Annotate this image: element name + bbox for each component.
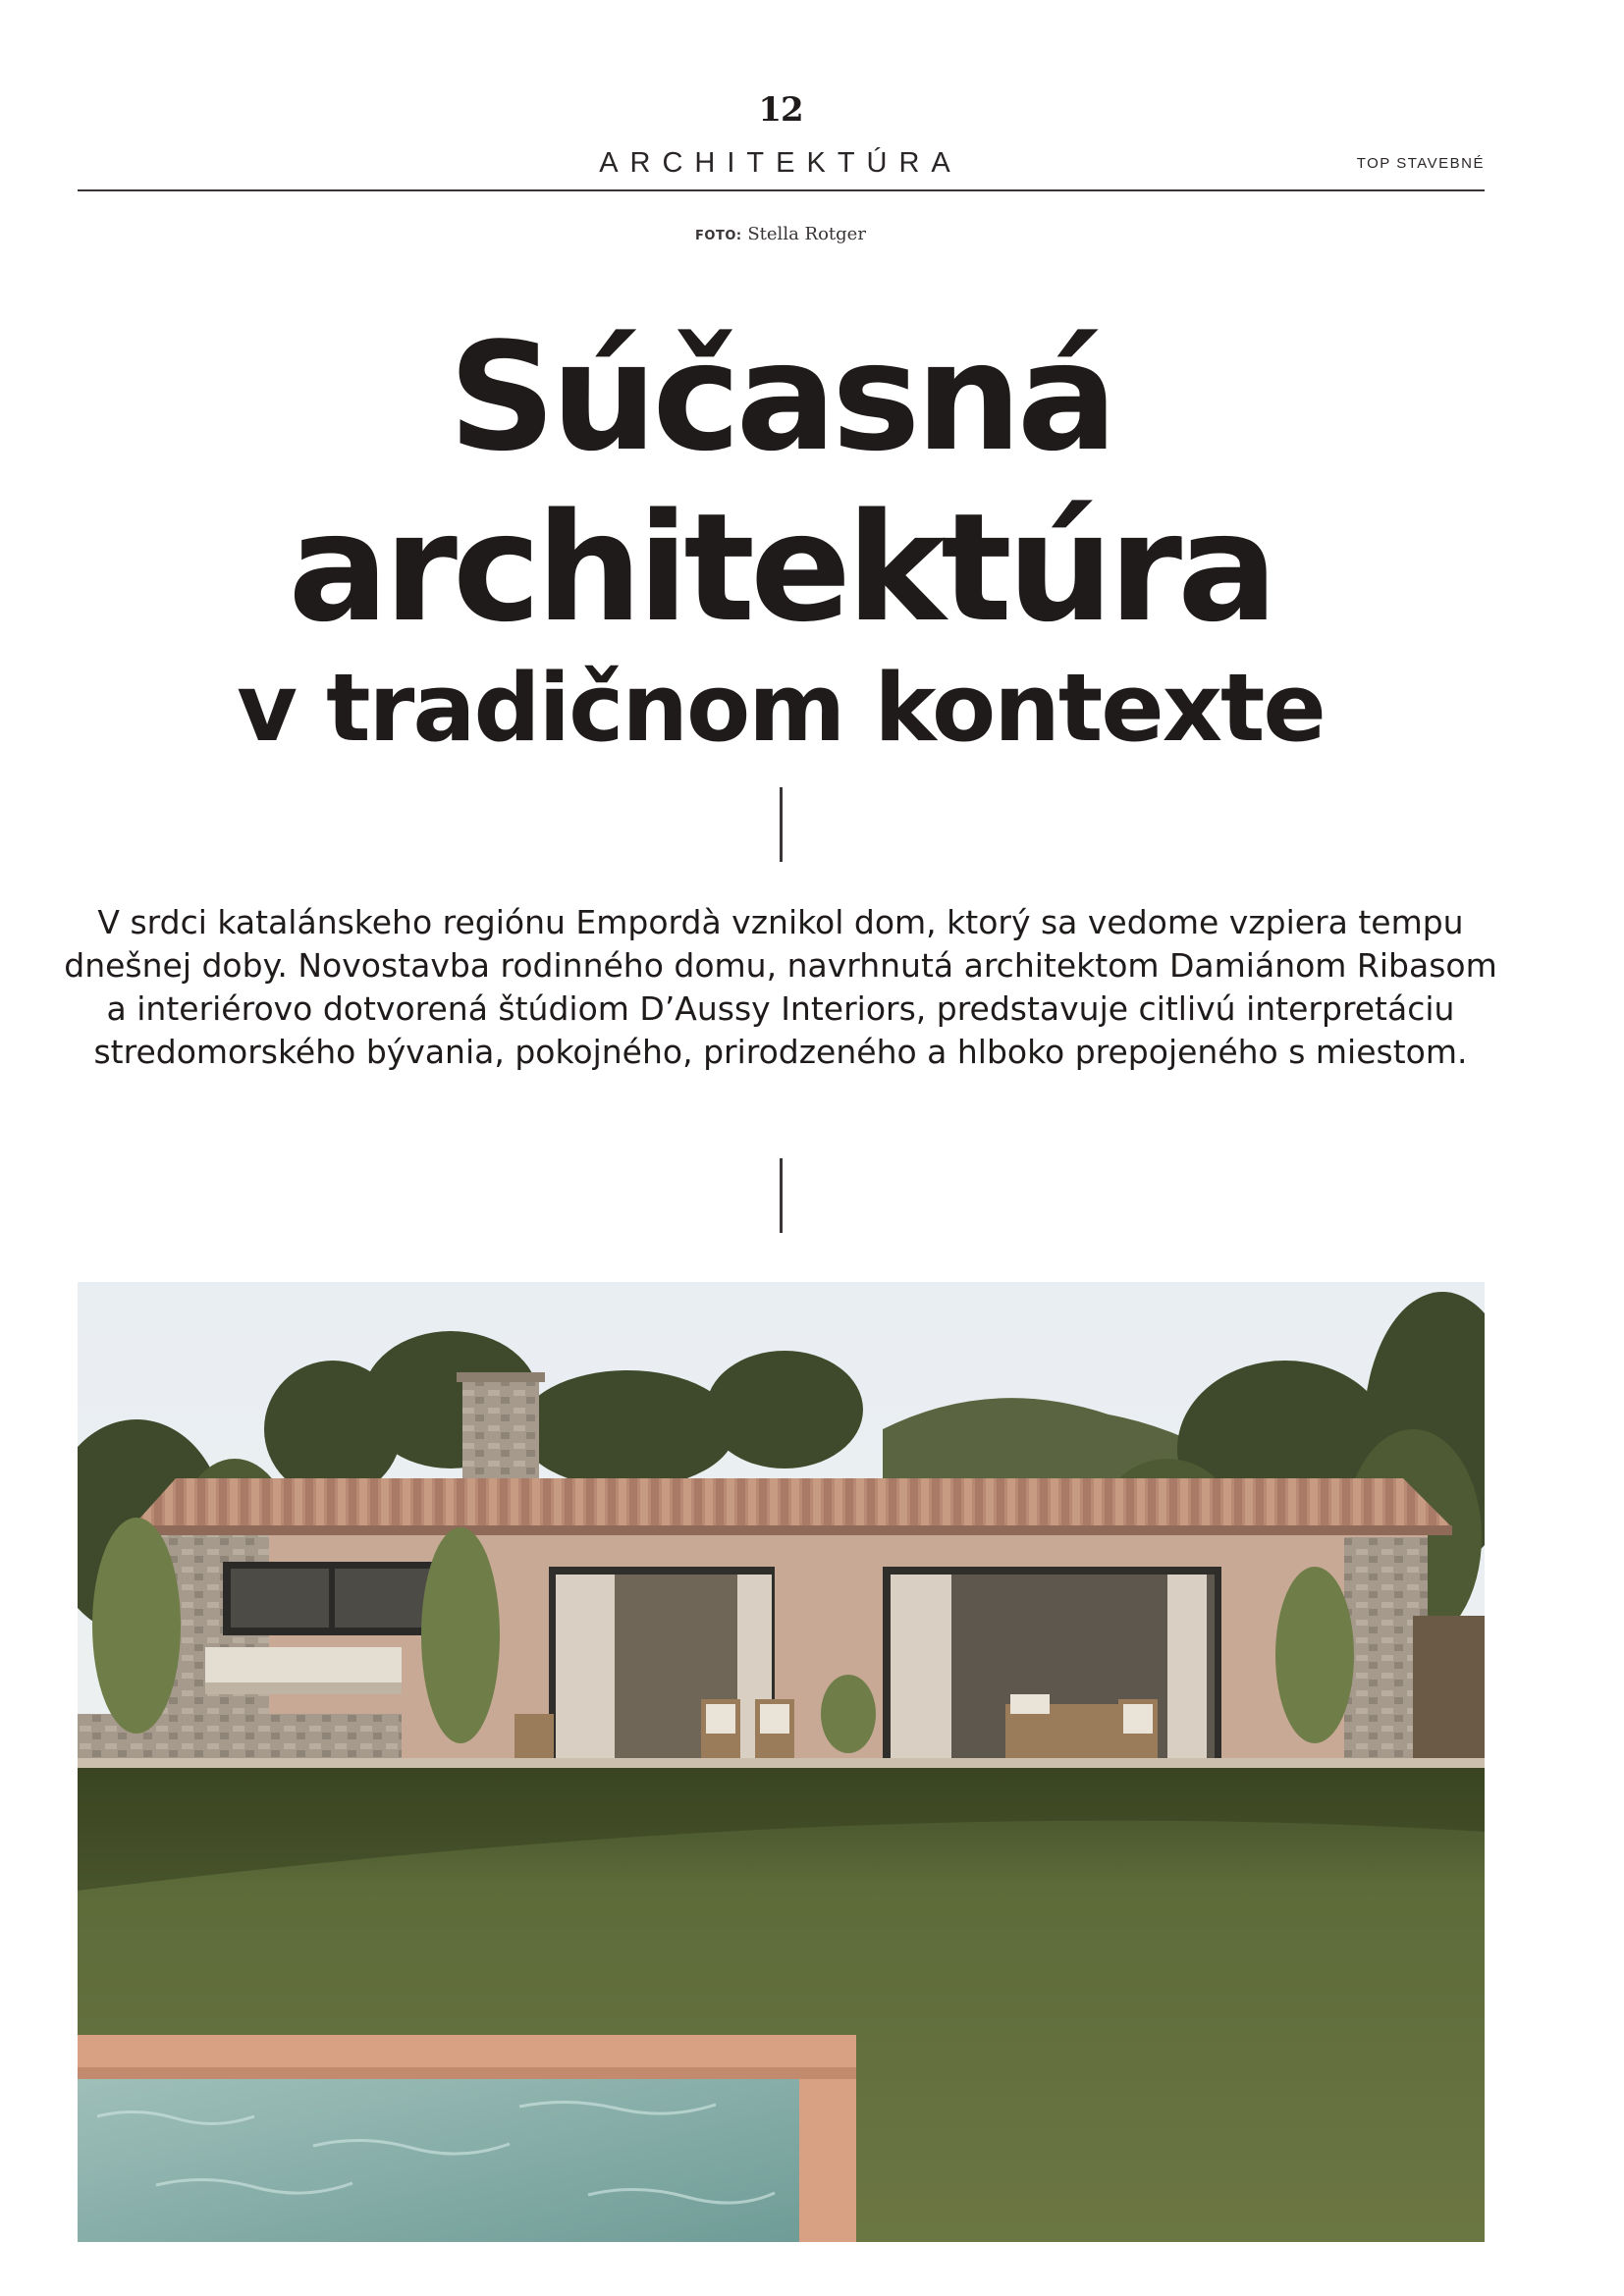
divider-top bbox=[780, 787, 783, 862]
headline-line-2: architektúra bbox=[288, 481, 1273, 655]
page-number: 12 bbox=[758, 90, 803, 130]
divider-bottom bbox=[780, 1158, 783, 1233]
headline-line-3: v tradičnom kontexte bbox=[237, 655, 1325, 763]
house-photo bbox=[78, 1282, 1485, 2242]
header-rule bbox=[78, 189, 1485, 191]
photo-credit bbox=[0, 224, 1561, 244]
headline-line-1: Súčasná bbox=[448, 310, 1113, 484]
lead-paragraph: V srdci katalánskeho regiónu Empordà vznikol dom, ktorý sa vedome vzpiera tempu dnešnej doby. Novostavba rodinného domu, navrhnutá architektom Damiánom Ribasom a interiérovo dotvorená štúdiom D’Aussy Interiors, predstavuje citlivú interpretáciu stredomorského bývania, pokojného, prirodzeného a hlboko prepojeného s miestom. bbox=[64, 903, 1497, 1071]
magazine-name: TOP STAVEBNÉ bbox=[1356, 155, 1485, 172]
photo-credit-name: Stella Rotger bbox=[747, 224, 866, 244]
headline bbox=[0, 312, 1561, 768]
section-title: ARCHITEKTÚRA bbox=[599, 147, 962, 179]
photo-credit-label: FOTO: bbox=[695, 229, 742, 243]
